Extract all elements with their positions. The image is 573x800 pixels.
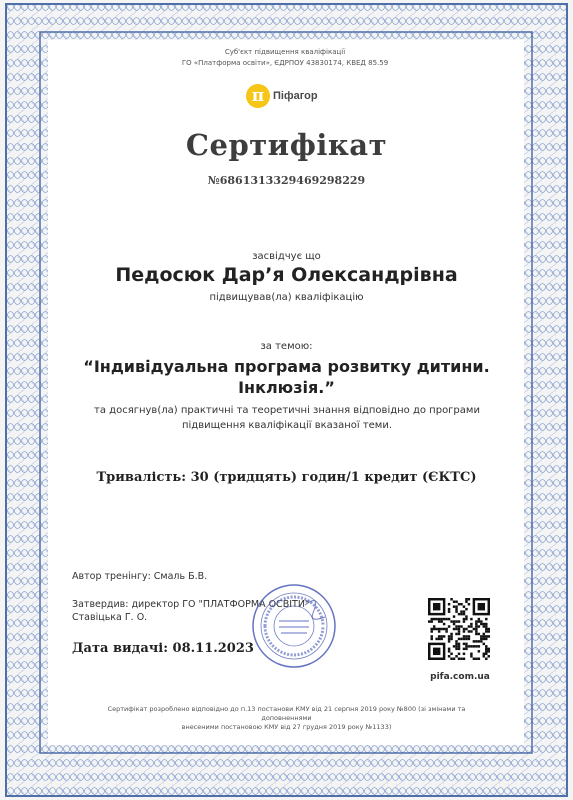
stamp-seal <box>251 583 337 669</box>
trainer-author: Автор тренінгу: Смаль Б.В. <box>72 571 208 582</box>
improved-text: підвищував(ла) кваліфікацію <box>209 292 364 303</box>
topic-line-2: Інклюзія.” <box>238 378 335 397</box>
description <box>72 403 502 433</box>
site-url[interactable]: pifa.com.ua <box>430 672 490 682</box>
description-line-2: підвищення кваліфікації вказаної теми. <box>181 420 393 431</box>
header-line-1: Суб'єкт підвищення кваліфікації <box>224 48 346 56</box>
footer-note <box>90 705 483 732</box>
duration: Тривалість: 30 (тридцять) годин/1 кредит (ЄКТС) <box>96 470 477 485</box>
on-topic-text: за темою: <box>260 341 313 352</box>
topic-line-1: “Індивідуальна програма розвитку дитини. <box>83 357 490 376</box>
logo-name: Піфагор <box>273 90 318 102</box>
footer-line-2: внесеними постановою КМУ від 27 грудня 2019 року №1133) <box>181 723 392 731</box>
logo <box>246 82 336 110</box>
header-line-2: ГО «Платформа освіти», ЄДРПОУ 43830174, КВЕД 85.59 <box>181 59 389 67</box>
recipient-name: Педосюк Дар’я Олександрівна <box>115 264 458 286</box>
qr-code-icon[interactable] <box>428 598 490 660</box>
certificate-number: №6861313329469298229 <box>207 174 366 187</box>
approved-by: Затвердив: директор ГО "ПЛАТФОРМА ОСВІТИ" <box>72 599 310 610</box>
certifies-text: засвідчує що <box>252 251 321 262</box>
issue-date: Дата видачі: 08.11.2023 <box>72 641 254 656</box>
certificate-title: Сертифікат <box>185 128 388 162</box>
description-line-1: та досягнув(ла) практичні та теоретичні знання відповідно до програми <box>94 405 480 416</box>
topic <box>80 356 493 398</box>
pi-logo-icon: π <box>246 84 270 108</box>
footer-line-1: Сертифікат розроблено відповідно до п.13 постанови КМУ від 21 серпня 2019 року №800 (зі змінами та доповненнями <box>107 705 466 722</box>
approved-name: Ставіцька Г. О. <box>72 612 148 623</box>
